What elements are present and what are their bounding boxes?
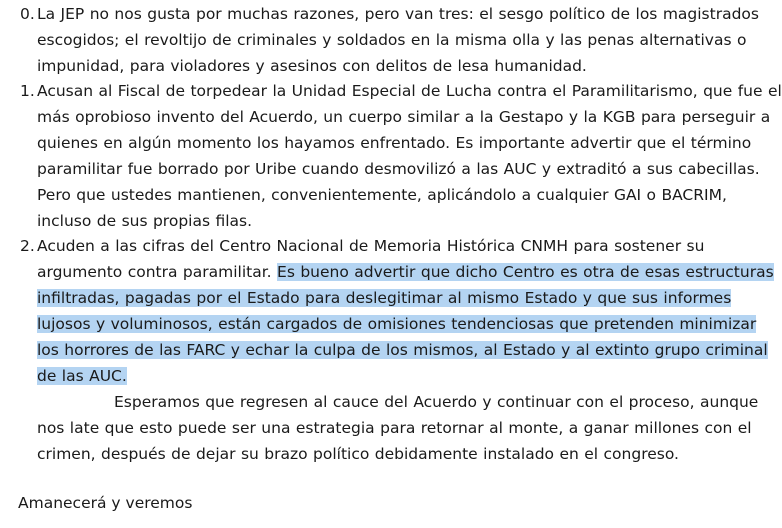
- plain-text: argumento contra paramilitar.: [37, 263, 278, 281]
- paragraph-text: Esperamos que regresen al cauce del Acuerdo y continuar con el proceso, aunque: [114, 393, 759, 411]
- text-line: [37, 363, 697, 389]
- text-line: [37, 389, 759, 415]
- list-number: 2.: [20, 237, 35, 255]
- text-line: [37, 259, 774, 285]
- text-line: incluso de sus propias filas.: [37, 212, 253, 230]
- list-number: 0.: [20, 5, 35, 23]
- highlighted-text[interactable]: lujosos y voluminosos, están cargados de omisiones tendenciosas que pretenden minimizar: [37, 315, 757, 333]
- highlighted-text[interactable]: infiltradas, pagadas por el Estado para deslegitimar al mismo Estado y que sus informes: [37, 289, 732, 307]
- text-line: Pero que ustedes mantienen, convenientemente, aplicándolo a cualquier GAI o BACRIM,: [37, 186, 727, 204]
- list-item-1: [20, 78, 782, 234]
- highlighted-text[interactable]: de las AUC.: [37, 367, 127, 385]
- list-item-text: [37, 78, 782, 234]
- text-line: Acuden a las cifras del Centro Nacional de Memoria Histórica CNMH para sostener su: [37, 237, 705, 255]
- text-line: paramilitar fue borrado por Uribe cuando desmovilizó a las AUC y extraditó a sus cabecillas.: [37, 160, 760, 178]
- text-line: nos late que esto puede ser una estrategia para retornar al monte, a ganar millones con el: [37, 419, 752, 437]
- list-item-text: [37, 233, 774, 467]
- text-line: más oprobioso invento del Acuerdo, un cuerpo similar a la Gestapo y la KGB para perseguir a: [37, 108, 771, 126]
- text-line: quienes en algún momento los hayamos enfrentado. Es importante advertir que el término: [37, 134, 752, 152]
- list-item-2: [20, 233, 774, 467]
- highlighted-text[interactable]: los horrores de las FARC y echar la culpa de los mismos, al Estado y al extinto grupo criminal: [37, 341, 768, 359]
- text-line: crimen, después de dejar su brazo político debidamente instalado en el congreso.: [37, 445, 679, 463]
- list-number: 1.: [20, 82, 35, 100]
- list-item-0: [20, 1, 759, 79]
- closing-line: Amanecerá y veremos: [18, 494, 193, 512]
- text-line: [37, 311, 757, 337]
- highlighted-text[interactable]: Es bueno advertir que dicho Centro es otra de esas estructuras: [277, 263, 774, 281]
- text-line: escogidos; el revoltijo de criminales y soldados en la misma olla y las penas alternativas o: [37, 31, 747, 49]
- text-line: Acusan al Fiscal de torpedear la Unidad Especial de Lucha contra el Paramilitarismo, que fue el: [37, 82, 782, 100]
- text-line: La JEP no nos gusta por muchas razones, pero van tres: el sesgo político de los magistrados: [37, 5, 759, 23]
- text-line: [37, 285, 732, 311]
- text-line: impunidad, para violadores y asesinos con delitos de lesa humanidad.: [37, 57, 587, 75]
- text-line: [37, 337, 768, 363]
- list-item-text: [37, 1, 759, 79]
